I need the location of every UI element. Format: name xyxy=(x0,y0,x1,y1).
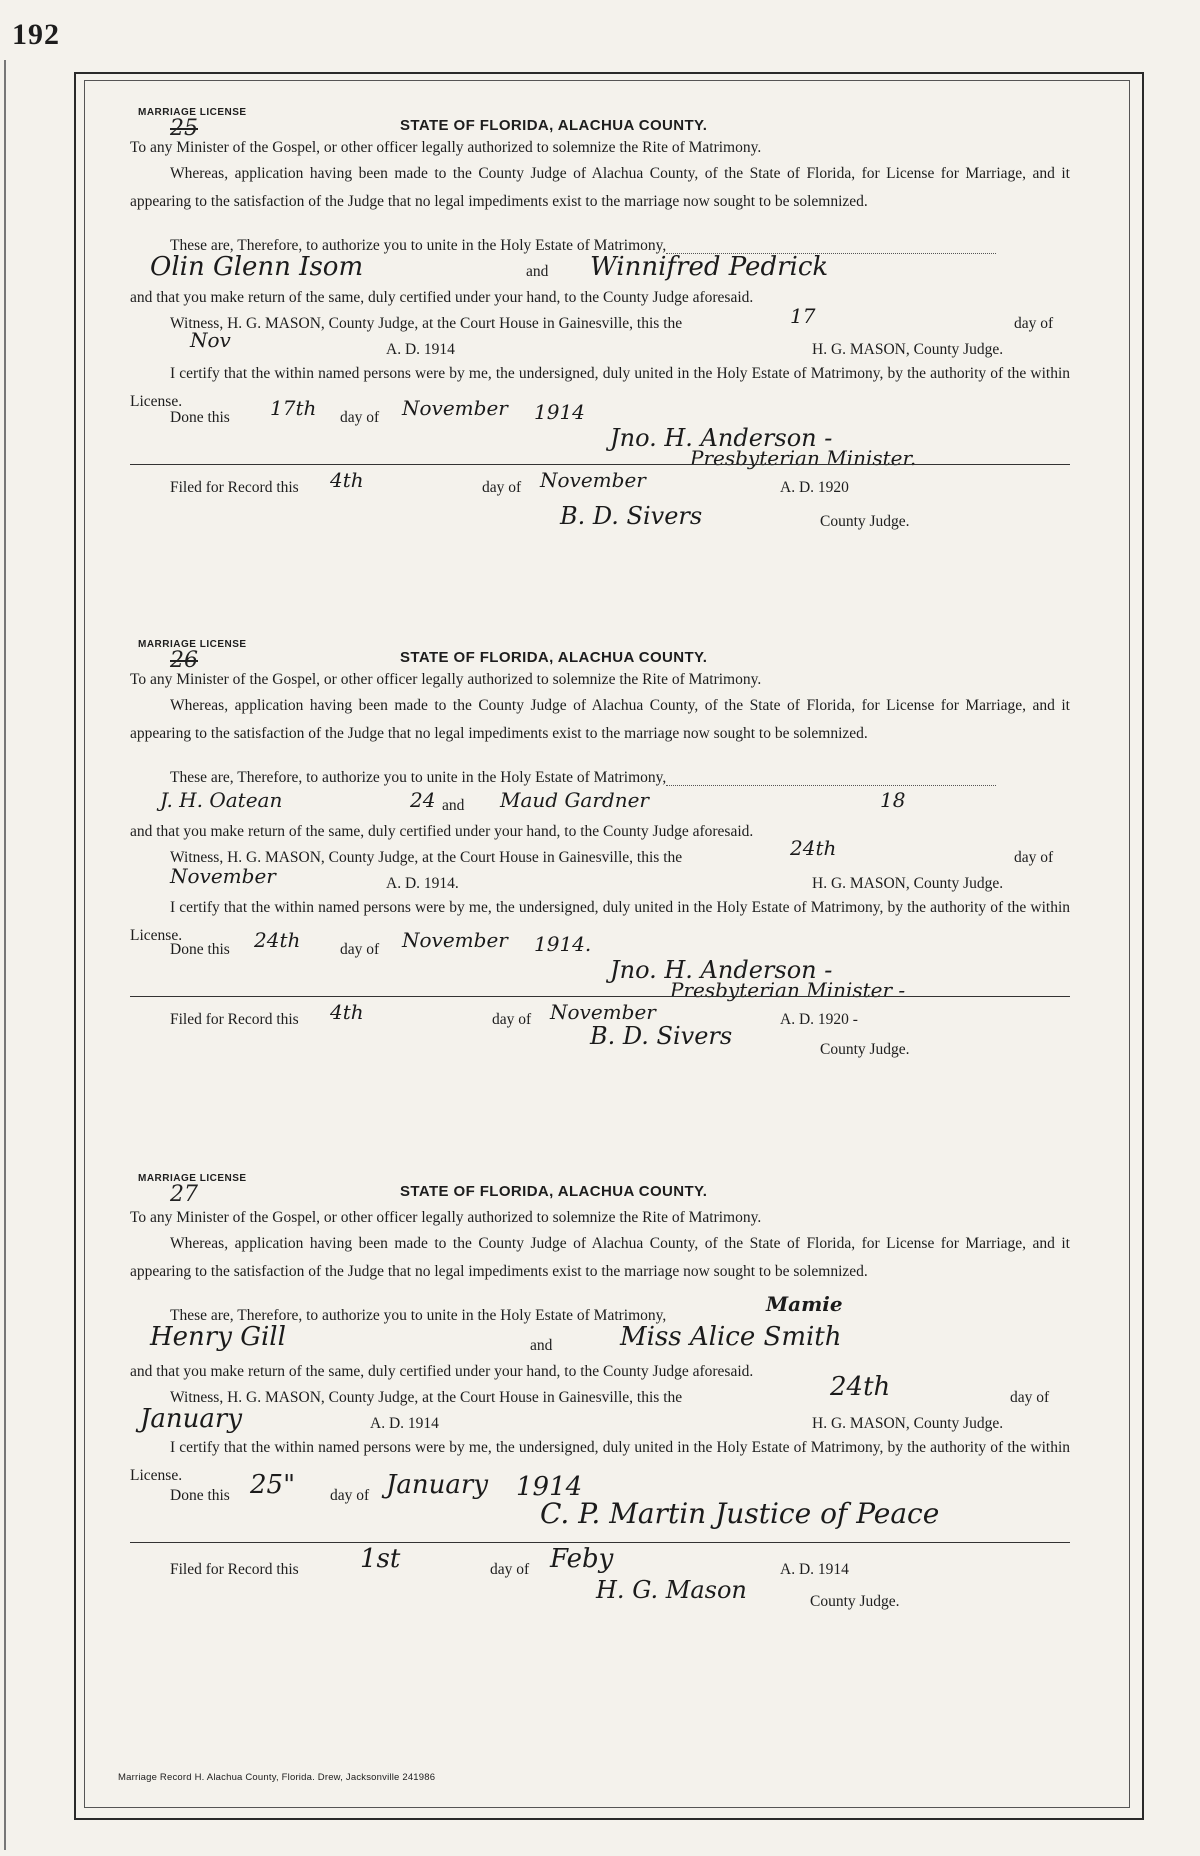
and-word: and xyxy=(442,797,465,814)
filed-text: Filed for Record this xyxy=(170,1561,299,1578)
day-of: day of xyxy=(1014,849,1054,866)
witness-month: November xyxy=(170,864,276,888)
judge-name: H. G. MASON, County Judge. xyxy=(812,1415,1004,1432)
witness-day: 24th xyxy=(830,1372,891,1402)
ad-year: A. D. 1914. xyxy=(386,875,459,892)
party1-age: 24 xyxy=(410,788,436,812)
done-month: November xyxy=(402,928,508,952)
judge-name: H. G. MASON, County Judge. xyxy=(812,341,1004,358)
filed-text: Filed for Record this xyxy=(170,479,299,496)
whereas-paragraph: Whereas, application having been made to the County Judge of Alachua County, of the State of Florida, for License for Marriage, and it appearing to the satisfaction of the Judge that no legal impediments exist to the marriage now sought to be solemnized. xyxy=(130,1235,1070,1280)
done-month: November xyxy=(402,396,508,420)
certify-paragraph: I certify that the within named persons were by me, the undersigned, duly united in the Holy Estate of Matrimony, by the authority of the within License. xyxy=(130,899,1070,944)
filed-day: 1st xyxy=(360,1544,401,1574)
judge-signature: H. G. Mason xyxy=(596,1576,747,1604)
done-month: January xyxy=(386,1470,489,1500)
party1-name: Olin Glenn Isom xyxy=(150,252,364,282)
done-day-of: day of xyxy=(340,409,380,426)
license-header: STATE OF FLORIDA, ALACHUA COUNTY. xyxy=(400,117,708,134)
filed-month: November xyxy=(540,468,646,492)
witness-text: Witness, H. G. MASON, County Judge, at the Court House in Gainesville, this the xyxy=(170,849,683,866)
day-of: day of xyxy=(1010,1389,1050,1406)
party2-name: Maud Gardner xyxy=(500,788,649,812)
officiant-signature: Jno. H. Anderson - xyxy=(610,956,833,984)
license-label: MARRIAGE LICENSE xyxy=(138,639,247,650)
license-header: STATE OF FLORIDA, ALACHUA COUNTY. xyxy=(400,649,708,666)
filed-month: Feby xyxy=(550,1544,614,1574)
salutation: To any Minister of the Gospel, or other officer legally authorized to solemnize the Rite of Matrimony. xyxy=(130,1209,762,1226)
party1-name: Henry Gill xyxy=(150,1322,286,1352)
certify-paragraph: I certify that the within named persons were by me, the undersigned, duly united in the Holy Estate of Matrimony, by the authority of the within License. xyxy=(130,365,1070,410)
done-day-of: day of xyxy=(340,941,380,958)
license-number: 25 xyxy=(170,116,198,141)
done-day-of: day of xyxy=(330,1487,370,1504)
filed-day-of: day of xyxy=(490,1561,530,1578)
divider xyxy=(130,996,1070,997)
witness-day: 24th xyxy=(790,836,837,860)
and-word: and xyxy=(530,1337,553,1354)
done-year: 1914. xyxy=(534,932,592,956)
return-text: and that you make return of the same, duly certified under your hand, to the County Judge aforesaid. xyxy=(130,289,754,306)
party1-name: J. H. Oatean xyxy=(160,788,283,812)
license-number: 27 xyxy=(170,1182,198,1207)
authorize-text: These are, Therefore, to authorize you to unite in the Holy Estate of Matrimony, xyxy=(170,1307,667,1324)
done-this: Done this xyxy=(170,1487,230,1504)
officiant-title: Presbyterian Minister - xyxy=(670,978,906,1002)
page-number: 192 xyxy=(12,18,60,51)
footer-imprint: Marriage Record H. Alachua County, Florida. Drew, Jacksonville 241986 xyxy=(118,1772,436,1783)
divider xyxy=(130,464,1070,465)
filed-day: 4th xyxy=(330,1000,364,1024)
filed-year: A. D. 1920 xyxy=(780,479,849,496)
judge-signature: B. D. Sivers xyxy=(590,1022,733,1050)
officiant-signature: Jno. H. Anderson - xyxy=(610,424,833,452)
done-day: 17th xyxy=(270,396,317,420)
certify-paragraph: I certify that the within named persons were by me, the undersigned, duly united in the Holy Estate of Matrimony, by the authority of the within License. xyxy=(130,1439,1070,1484)
county-judge-label: County Judge. xyxy=(820,513,910,530)
filed-day-of: day of xyxy=(492,1011,532,1028)
done-this: Done this xyxy=(170,409,230,426)
return-text: and that you make return of the same, duly certified under your hand, to the County Judge aforesaid. xyxy=(130,1363,754,1380)
filed-day: 4th xyxy=(330,468,364,492)
judge-name: H. G. MASON, County Judge. xyxy=(812,875,1004,892)
authorize-text: These are, Therefore, to authorize you to unite in the Holy Estate of Matrimony, xyxy=(170,770,996,786)
witness-day: 17 xyxy=(790,304,816,328)
witness-text: Witness, H. G. MASON, County Judge, at the Court House in Gainesville, this the xyxy=(170,315,683,332)
ad-year: A. D. 1914 xyxy=(370,1415,439,1432)
officiant-title: Presbyterian Minister. xyxy=(690,446,917,470)
authorize-text: These are, Therefore, to authorize you to unite in the Holy Estate of Matrimony, xyxy=(170,238,996,254)
witness-month: Nov xyxy=(190,328,231,352)
filed-year: A. D. 1920 - xyxy=(780,1011,858,1028)
salutation: To any Minister of the Gospel, or other officer legally authorized to solemnize the Rite of Matrimony. xyxy=(130,671,762,688)
judge-signature: B. D. Sivers xyxy=(560,502,703,530)
done-day: 25" xyxy=(250,1470,296,1500)
witness-month: January xyxy=(140,1404,243,1434)
license-label: MARRIAGE LICENSE xyxy=(138,107,247,118)
license-number: 26 xyxy=(170,648,198,673)
page-edge xyxy=(4,60,6,1850)
officiant-signature: C. P. Martin Justice of Peace xyxy=(540,1497,940,1530)
license-header: STATE OF FLORIDA, ALACHUA COUNTY. xyxy=(400,1183,708,1200)
license-label: MARRIAGE LICENSE xyxy=(138,1173,247,1184)
done-day: 24th xyxy=(254,928,301,952)
whereas-paragraph: Whereas, application having been made to the County Judge of Alachua County, of the State of Florida, for License for Marriage, and it appearing to the satisfaction of the Judge that no legal impediments exist to the marriage now sought to be solemnized. xyxy=(130,165,1070,210)
whereas-paragraph: Whereas, application having been made to the County Judge of Alachua County, of the State of Florida, for License for Marriage, and it appearing to the satisfaction of the Judge that no legal impediments exist to the marriage now sought to be solemnized. xyxy=(130,697,1070,742)
done-this: Done this xyxy=(170,941,230,958)
salutation: To any Minister of the Gospel, or other officer legally authorized to solemnize the Rite of Matrimony. xyxy=(130,139,762,156)
county-judge-label: County Judge. xyxy=(820,1041,910,1058)
witness-text: Witness, H. G. MASON, County Judge, at the Court House in Gainesville, this the xyxy=(170,1389,683,1406)
filed-text: Filed for Record this xyxy=(170,1011,299,1028)
party2-name: Miss Alice Smith xyxy=(620,1322,842,1352)
filed-month: November xyxy=(550,1000,656,1024)
filed-day-of: day of xyxy=(482,479,522,496)
county-judge-label: County Judge. xyxy=(810,1593,900,1610)
done-year: 1914 xyxy=(516,1472,583,1502)
day-of: day of xyxy=(1014,315,1054,332)
and-word: and xyxy=(526,263,549,280)
filed-year: A. D. 1914 xyxy=(780,1561,849,1578)
ad-year: A. D. 1914 xyxy=(386,341,455,358)
divider xyxy=(130,1542,1070,1543)
party2-age: 18 xyxy=(880,788,906,812)
party2-name: Winnifred Pedrick xyxy=(590,252,829,282)
party2-note: Mamie xyxy=(766,1292,843,1316)
return-text: and that you make return of the same, duly certified under your hand, to the County Judge aforesaid. xyxy=(130,823,754,840)
done-year: 1914 xyxy=(534,400,585,424)
